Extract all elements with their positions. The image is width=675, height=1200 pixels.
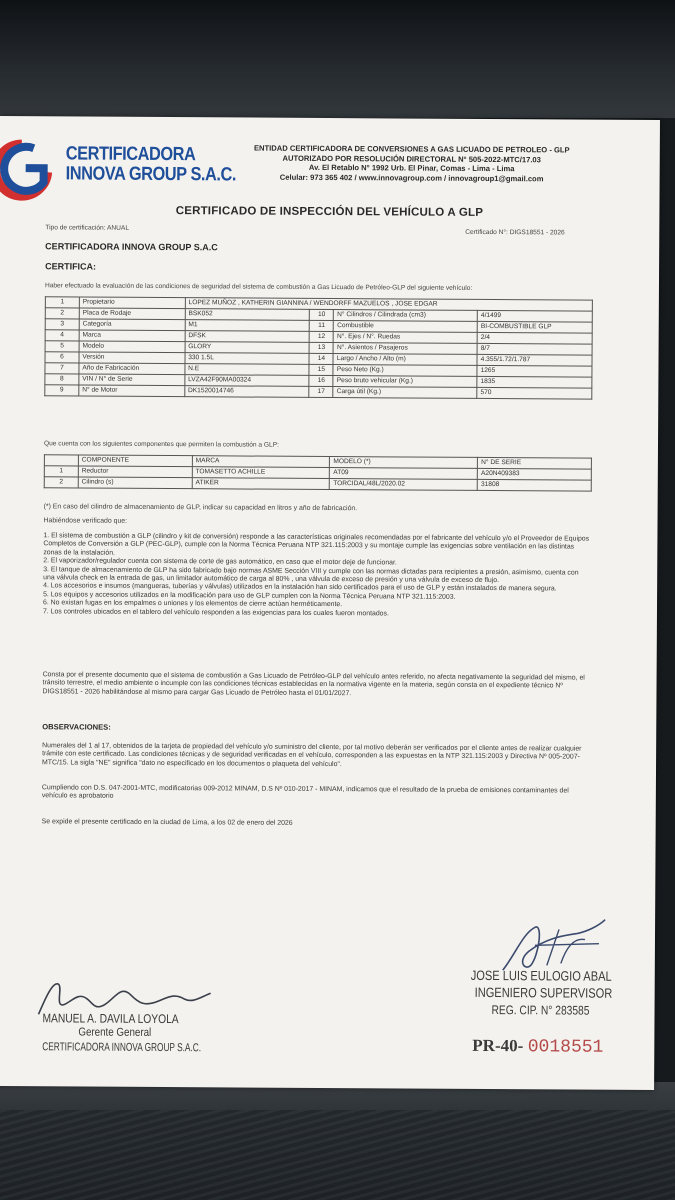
vehicle-cell: N.E bbox=[185, 364, 310, 376]
vehicle-cell: N°. Ejes / N°. Ruedas bbox=[333, 332, 477, 344]
component-cell: Cilindro (s) bbox=[78, 477, 192, 489]
vehicle-cell: Marca bbox=[79, 330, 185, 342]
vehicle-cell: DK1520014746 bbox=[184, 386, 309, 398]
component-cell: A20N409383 bbox=[478, 468, 592, 480]
vehicle-cell: 13 bbox=[309, 342, 333, 353]
vehicle-cell: 4/1499 bbox=[477, 310, 592, 322]
vehicle-cell: 10 bbox=[310, 309, 334, 320]
verification-item: 7. Los controles ubicados en el tablero del vehículo responden a las exigencias para los cuales fueron montados. bbox=[42, 607, 389, 618]
vehicle-cell: BI-COMBUSTIBLE GLP bbox=[477, 321, 592, 333]
vehicle-cell: 1 bbox=[45, 297, 79, 308]
company-logo-icon bbox=[0, 138, 60, 202]
vehicle-cell: 4 bbox=[45, 330, 79, 341]
certification-type: Tipo de certificación: ANUAL bbox=[45, 224, 130, 232]
address-line: Av. El Retablo N° 1992 Urb. El Pinar, Comas - Lima - Lima bbox=[308, 163, 515, 174]
verification-list bbox=[43, 532, 592, 619]
vehicle-table bbox=[44, 296, 593, 399]
verification-item: 4. Los accesorios e insumos (mangueras, tuberías y válvulas) utilizados en la instalación han sido certificados para el uso de GLP y están instalados de manera segura. bbox=[43, 582, 557, 593]
supervisor-role: INGENIERO SUPERVISOR bbox=[474, 984, 613, 1001]
vehicle-cell: 8 bbox=[45, 374, 79, 385]
vehicle-cell: Peso bruto vehicular (Kg.) bbox=[333, 376, 477, 388]
vehicle-cell: BSK052 bbox=[185, 309, 310, 321]
vehicle-cell: LOPEZ MUÑOZ , KATHERIN GIANNINA / WENDORFF MAZUELOS , JOSE EDGAR bbox=[185, 298, 592, 311]
header-serie: N° DE SERIE bbox=[478, 457, 592, 469]
manager-name: MANUEL A. DAVILA LOYOLA bbox=[42, 1011, 179, 1027]
vehicle-cell: DFSK bbox=[185, 331, 310, 343]
vehicle-cell: 330 1.5L bbox=[185, 353, 310, 365]
vehicle-cell: Año de Fabricación bbox=[79, 363, 185, 375]
vehicle-cell: 7 bbox=[45, 363, 79, 374]
vehicle-cell: LVZA42F90MA00324 bbox=[185, 375, 310, 387]
manager-role: Gerente General bbox=[78, 1026, 152, 1039]
vehicle-cell: 5 bbox=[45, 341, 79, 352]
verification-item: 5. Los equipos y accesorios utilizados en la modificación para uso de GLP cumplen con la Norma Técnica Peruana NTP 321.115:2003. bbox=[43, 591, 456, 601]
serial-prefix: PR-40- bbox=[472, 1035, 524, 1056]
vehicle-cell: N°. Asientos / Pasajeros bbox=[333, 343, 477, 355]
vehicle-cell: N° de Motor bbox=[79, 385, 185, 397]
vehicle-cell: VIN / N° de Serie bbox=[79, 374, 185, 386]
contact-line: Celular: 973 365 402 / www.innovagroup.com / innovagroup1@gmail.com bbox=[279, 172, 544, 184]
verification-item: 1. El sistema de combustión a GLP (cilindro y kit de conversión) responde a las características originales recomendadas por el fabricante del vehículo y/o el Proveedor de Equipos Completos de Conversión a GLP (PEC-GLP), cumple con la Norma Técnica Peruana NTP 321.115:2003 y su montaje cumple las exigencias sobre ventilación en las distintas zonas de la instalación. bbox=[43, 532, 590, 557]
vehicle-cell: Largo / Ancho / Alto (m) bbox=[333, 354, 477, 366]
vehicle-cell: 3 bbox=[45, 319, 79, 330]
background-top bbox=[0, 0, 675, 118]
vehicle-cell: 16 bbox=[309, 375, 333, 386]
verification-item: 3. El tanque de almacenamiento de GLP ha sido fabricado bajo normas ASME Sección VIII y cumple con las normas dictadas para recipientes a presión, asimismo, cuenta con una válvula check en la entrada de gas, un limitador automático de carga al 80% , una válvula de exceso de presión y una válvula de exceso de flujo. bbox=[43, 565, 579, 585]
vehicle-cell: Placa de Rodaje bbox=[79, 308, 185, 320]
vehicle-cell: 15 bbox=[309, 364, 333, 375]
vehicle-cell: GLORY bbox=[185, 342, 310, 354]
certificate-paper bbox=[0, 116, 660, 1090]
supervisor-name: JOSE LUIS EULOGIO ABAL bbox=[470, 967, 612, 984]
header-componente: COMPONENTE bbox=[78, 455, 192, 467]
supervisor-registration: REG. CIP. N° 283585 bbox=[491, 1003, 590, 1018]
vehicle-cell: 14 bbox=[309, 353, 333, 364]
intro-text: Haber efectuado la evaluación de las condiciones de seguridad del sistema de combustión a Gas Licuado de Petróleo-GLP del siguiente vehículo: bbox=[44, 282, 473, 292]
component-cell: ATIKER bbox=[192, 478, 330, 490]
component-cell: 2 bbox=[44, 477, 78, 488]
component-cell: AT09 bbox=[330, 468, 478, 480]
vehicle-cell: 570 bbox=[477, 387, 592, 399]
vehicle-cell: Modelo bbox=[79, 341, 185, 353]
certifica-heading: CERTIFICA: bbox=[45, 261, 97, 272]
company-name: CERTIFICADORA INNOVA GROUP S.A.C bbox=[45, 241, 218, 253]
component-cell: Reductor bbox=[78, 466, 192, 478]
vehicle-cell: Propietario bbox=[79, 297, 185, 309]
vehicle-cell: 4.355/1.72/1.787 bbox=[477, 354, 592, 366]
header-modelo: MODELO (*) bbox=[330, 457, 478, 469]
vehicle-cell: Peso Neto (Kg.) bbox=[333, 365, 477, 377]
issue-statement: Se expide el presente certificado en la ciudad de Lima, a los 02 de enero del 2026 bbox=[41, 818, 293, 827]
document-title: CERTIFICADO DE INSPECCIÓN DEL VEHÍCULO A GLP bbox=[175, 205, 484, 219]
serial-number: 0018551 bbox=[527, 1037, 604, 1058]
footnote: (*) En caso del cilindro de almacenamiento de GLP, indicar su capacidad en litros y año de fabricación. bbox=[43, 503, 358, 513]
logo-line-1: CERTIFICADORA bbox=[65, 143, 196, 166]
vehicle-row bbox=[45, 385, 592, 399]
verification-item: 6. No existan fugas en los empalmes o uniones y los elementos de cierre actúan herméticamente. bbox=[43, 599, 343, 609]
vehicle-cell: M1 bbox=[185, 320, 310, 332]
vehicle-cell: 1265 bbox=[477, 365, 592, 377]
logo-line-2: INNOVA GROUP S.A.C. bbox=[65, 163, 237, 186]
vehicle-cell: Categoría bbox=[79, 319, 185, 331]
observation-2: Cumpliendo con D.S. 047-2001-MTC, modificatorias 009-2012 MINAM, D.S Nº 010-2017 - MINAM, indicamos que el resultado de la prueba de emisiones contaminantes del vehículo es aprobatorio bbox=[41, 784, 569, 801]
vehicle-cell: Combustible bbox=[334, 321, 478, 333]
vehicle-cell: 2 bbox=[45, 308, 79, 319]
observations-heading: OBSERVACIONES: bbox=[42, 722, 111, 732]
header-marca: MARCA bbox=[192, 456, 330, 468]
vehicle-cell: Carga útil (Kg.) bbox=[333, 387, 477, 399]
component-cell: TOMASETTO ACHILLE bbox=[192, 467, 330, 479]
components-intro: Que cuenta con los siguientes componentes que permiten la combustión a GLP: bbox=[43, 440, 279, 449]
component-cell: 1 bbox=[44, 466, 78, 477]
serial-number-block bbox=[472, 1036, 603, 1058]
vehicle-cell: Versión bbox=[79, 352, 185, 364]
vehicle-cell: 6 bbox=[45, 352, 79, 363]
vehicle-cell: 2/4 bbox=[477, 332, 592, 344]
logo-wordmark bbox=[66, 144, 237, 185]
verified-intro: Habiéndose verificado que: bbox=[43, 517, 128, 525]
entity-line: ENTIDAD CERTIFICADORA DE CONVERSIONES A GAS LICUADO DE PETROLEO - GLP bbox=[253, 143, 570, 155]
vehicle-cell: 17 bbox=[309, 386, 333, 397]
vehicle-cell: 1835 bbox=[477, 376, 592, 388]
observation-1: Numerales del 1 al 17, obtenidos de la tarjeta de propiedad del vehículo y/o suministro del cliente, por tal motivo deberán ser verificados por el cliente antes de realizar cualquier trámite con este certificado. Las condiciones técnicas y de seguridad verificadas en el vehículo, corresponden a las expuestas en la NTP 321.115:2003 y Directiva Nº 005-2007-MTC/15. La sigla "NE" significa "dato no especificado en los documentos o plaqueta del vehículo". bbox=[42, 742, 582, 768]
vehicle-cell: 9 bbox=[45, 385, 79, 396]
vehicle-cell: 11 bbox=[310, 320, 334, 331]
background-fabric bbox=[0, 1110, 675, 1200]
vehicle-cell: 12 bbox=[310, 331, 334, 342]
manager-company: CERTIFICADORA INNOVA GROUP S.A.C. bbox=[42, 1041, 202, 1055]
vehicle-cell: 8/7 bbox=[477, 343, 592, 355]
certificate-number: Certificado N°: DIGS18551 - 2026 bbox=[465, 228, 565, 237]
component-cell: 31808 bbox=[477, 479, 591, 491]
authorization-line: AUTORIZADO POR RESOLUCIÓN DIRECTORAL N° 505-2022-MTC/17.03 bbox=[282, 153, 541, 164]
vehicle-cell: N° Cilindros / Cilindrada (cm3) bbox=[334, 310, 478, 322]
verification-item: 2. El vaporizador/regulador cuenta con sistema de corte de gas automático, en caso que el motor deje de funcionar. bbox=[43, 557, 397, 567]
conclusion-text: Consta por el presente documento que el sistema de combustión a Gas Licuado de Petróleo-GLP del vehículo antes referido, no afecta negativamente la seguridad del mismo, el tránsito terrestre, el medio ambiente o incumple con las condiciones técnicas establecidas en la normativa vigente en la materia, según consta en el expediente técnico Nº DIGS18551 - 2026 habilitándose al mismo para cargar Gas Licuado de Petróleo hasta el 01/01/2027. bbox=[42, 671, 585, 697]
components-table bbox=[44, 454, 592, 491]
header-info bbox=[222, 143, 602, 184]
component-cell: TORCIDAL/48L/2020.02 bbox=[330, 479, 478, 491]
